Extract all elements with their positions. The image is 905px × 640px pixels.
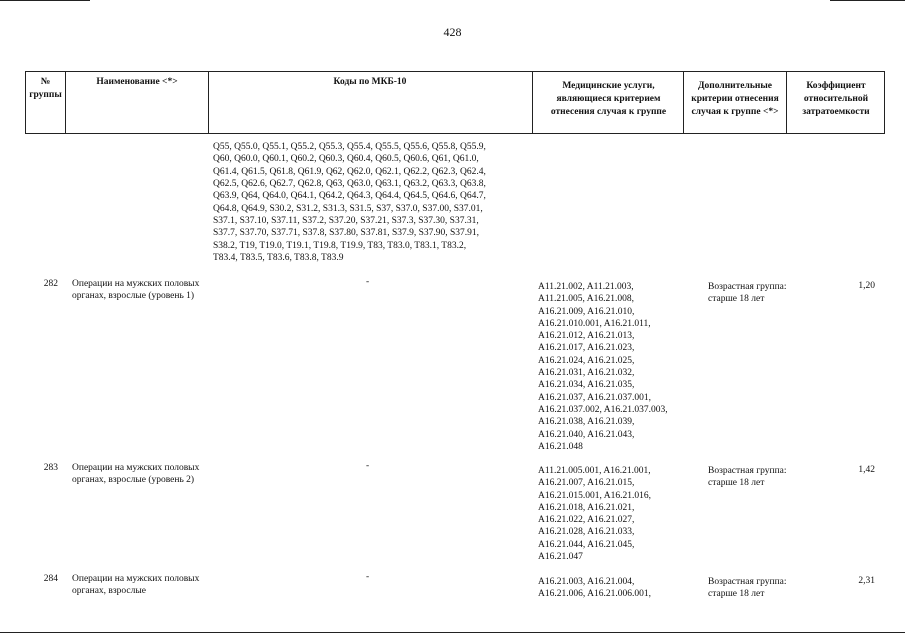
header-icd-codes: Коды по МКБ-10 [333, 77, 407, 87]
top-edge-line-right [830, 0, 905, 1]
col-border-3 [532, 71, 533, 134]
row-282-icd: - [366, 277, 370, 287]
row-283-name: Операции на мужских половых органах, взрослые (уровень 2) [72, 463, 200, 486]
header-medical-services: Медицинские услуги, являющиеся критерием отнесения случая к группе [550, 81, 667, 117]
row-284-icd: - [366, 572, 370, 582]
row-283-icd: - [366, 461, 370, 471]
row-283-services: A11.21.005.001, A16.21.001, A16.21.007, A16.21.015, A16.21.015.001, A16.21.016, A16.21.018, A16.21.021, A16.21.022, A16.21.027, A16.21.028, A16.21.033, A16.21.044, A16.21.045, A16.21.047 [538, 466, 651, 563]
top-edge-line-left [0, 0, 90, 1]
row-283-number: 283 [43, 463, 58, 473]
row-282-criteria: Возрастная группа: старше 18 лет [708, 282, 787, 305]
bottom-edge-line [0, 632, 905, 633]
header-name: Наименование <*> [96, 77, 178, 87]
header-additional-criteria: Дополнительные критерии отнесения случая к группе <*> [691, 81, 779, 117]
row-284-coefficient: 2,31 [858, 576, 875, 586]
row-284-criteria: Возрастная группа: старше 18 лет [708, 577, 787, 600]
row-282-services: A11.21.002, A11.21.003, A11.21.005, A16.21.008, A16.21.009, A16.21.010, A16.21.010.001, A16.21.011, A16.21.012, A16.21.013, A16.21.017, A16.21.023, A16.21.024, A16.21.025, A16.21.031, A16.21.032, A16.21.034, A16.21.035, A16.21.037, A16.21.037.001, A16.21.037.002, A16.21.037.003, A16.21.038, A16.21.039, A16.21.040, A16.21.043, A16.21.048 [538, 282, 668, 452]
col-border-0 [25, 71, 26, 134]
row-284-name: Операции на мужских половых органах, взрослые [72, 574, 200, 597]
row-283-coefficient: 1,42 [858, 465, 875, 475]
row-284-number: 284 [43, 574, 58, 584]
row-283-criteria: Возрастная группа: старше 18 лет [708, 466, 787, 489]
col-border-1 [65, 71, 66, 134]
row-282-coefficient: 1,20 [858, 281, 875, 291]
page-number: 428 [443, 25, 462, 39]
row-284-services: A16.21.003, A16.21.004, A16.21.006, A16.21.006.001, [538, 577, 651, 600]
col-border-2 [208, 71, 209, 134]
table-header-bottom-border [25, 133, 885, 134]
row-282-name: Операции на мужских половых органах, взрослые (уровень 1) [72, 279, 200, 302]
col-border-4 [683, 71, 684, 134]
row-282-number: 282 [43, 279, 58, 289]
col-border-5 [786, 71, 787, 134]
col-border-6 [884, 71, 885, 134]
header-coefficient: Коэффициент относительной затратоемкости [802, 81, 870, 117]
header-group-number: № группы [29, 77, 62, 100]
continuation-icd-codes: Q55, Q55.0, Q55.1, Q55.2, Q55.3, Q55.4, Q55.5, Q55.6, Q55.8, Q55.9, Q60, Q60.0, Q60.1, Q60.2, Q60.3, Q60.4, Q60.5, Q60.6, Q61, Q61.0, Q61.4, Q61.5, Q61.8, Q61.9, Q62, Q62.0, Q62.1, Q62.2, Q62.3, Q62.4, Q62.5, Q62.6, Q62.7, Q62.8, Q63, Q63.0, Q63.1, Q63.2, Q63.3, Q63.8, Q63.9, Q64, Q64.0, Q64.1, Q64.2, Q64.3, Q64.4, Q64.5, Q64.6, Q64.7, Q64.8, Q64.9, S30.2, S31.2, S31.3, S31.5, S37, S37.0, S37.00, S37.01, S37.1, S37.10, S37.11, S37.2, S37.20, S37.21, S37.3, S37.30, S37.31, S37.7, S37.70, S37.71, S37.8, S37.80, S37.81, S37.9, S37.90, S37.91, S38.2, T19, T19.0, T19.1, T19.8, T19.9, T83, T83.0, T83.1, T83.2, T83.4, T83.5, T83.6, T83.8, T83.9 [213, 142, 486, 264]
table-header-top-border [25, 71, 885, 72]
